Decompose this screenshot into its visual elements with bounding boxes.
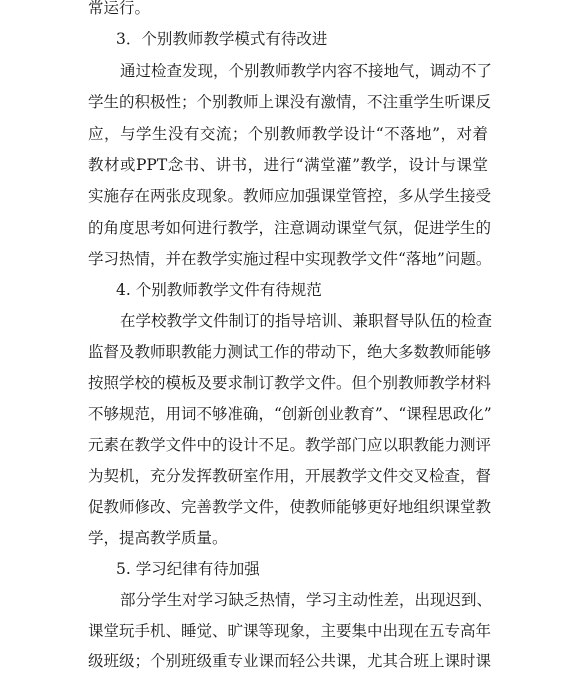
paragraph-line: 在学校教学文件制订的指导培训、兼职督导队伍的检查	[120, 312, 493, 330]
section-heading-5: 5. 学习纪律有待加强	[116, 560, 260, 578]
paragraph-line: 课堂玩手机、睡觉、旷课等现象，主要集中出现在五专高年	[88, 622, 492, 640]
paragraph-line: 通过检查发现，个别教师教学内容不接地气，调动不了	[120, 62, 493, 80]
section-heading-4: 4. 个别教师教学文件有待规范	[116, 281, 322, 299]
paragraph-line-last: 学，提高教学质量。	[88, 529, 228, 547]
paragraph-line: 为契机，充分发挥教研室作用，开展教学文件交叉检查，督	[88, 467, 492, 485]
paragraph-line: 级班级；个别班级重专业课而轻公共课，尤其合班上课时课	[88, 652, 492, 670]
paragraph-line: 学习热情，并在教学实施过程中实现教学文件“落地”问题。	[88, 250, 492, 268]
paragraph-line: 实施存在两张皮现象。教师应加强课堂管控，多从学生接受	[88, 187, 492, 205]
paragraph-line: 的角度思考如何进行教学，注意调动课堂气氛，促进学生的	[88, 219, 492, 237]
section-heading-3: 3．个别教师教学模式有待改进	[116, 30, 328, 48]
paragraph-line: 学生的积极性；个别教师上课没有激情，不注重学生听课反	[88, 93, 492, 111]
paragraph-line: 元素在教学文件中的设计不足。教学部门应以职教能力测评	[88, 436, 492, 454]
paragraph-line: 监督及教师职教能力测试工作的带动下，绝大多数教师能够	[88, 343, 492, 361]
text-line-continuation: 常运行。	[88, 0, 151, 17]
paragraph-line: 部分学生对学习缺乏热情，学习主动性差，出现迟到、	[120, 591, 493, 609]
paragraph-line: 按照学校的模板及要求制订教学文件。但个别教师教学材料	[88, 374, 492, 392]
paragraph-line: 不够规范，用词不够准确，“创新创业教育”、“课程思政化”	[88, 405, 492, 423]
paragraph-line: 教材或PPT念书、讲书，进行“满堂灌”教学，设计与课堂	[88, 156, 488, 174]
paragraph-line: 促教师修改、完善教学文件，使教师能够更好地组织课堂教	[88, 498, 492, 516]
paragraph-line: 应，与学生没有交流；个别教师教学设计“不落地”，对着	[88, 125, 488, 143]
